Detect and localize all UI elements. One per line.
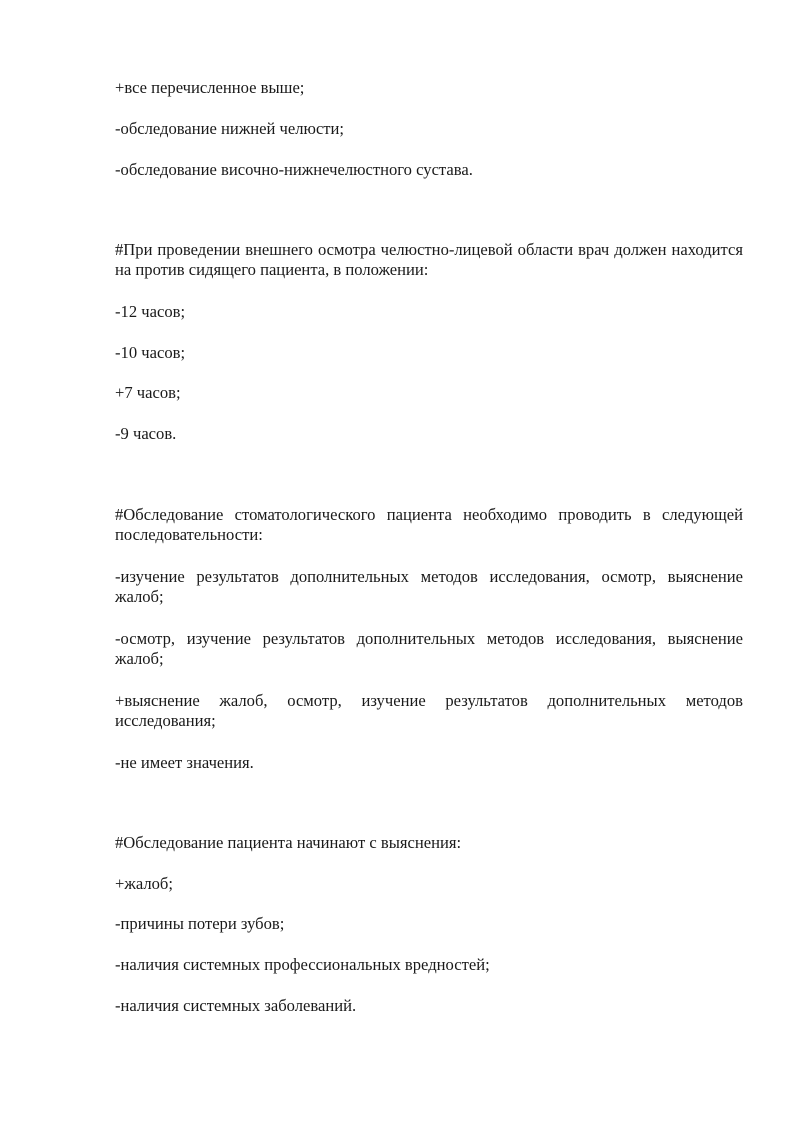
answer-option: -10 часов;	[115, 343, 186, 362]
answer-option: -обследование нижней челюсти;	[115, 119, 345, 138]
question-text: #Обследование стоматологического пациента необходимо проводить в следующей последовательности:	[115, 505, 743, 544]
question-text: #При проведении внешнего осмотра челюстно-лицевой области врач должен находится на против сидящего пациента, в положении:	[115, 240, 743, 279]
answer-option: -наличия системных профессиональных вредностей;	[115, 955, 490, 974]
answer-option: +жалоб;	[115, 874, 173, 893]
answer-option: -обследование височно-нижнечелюстного сустава.	[115, 160, 473, 179]
answer-option: -изучение результатов дополнительных методов исследования, осмотр, выяснение жалоб;	[115, 567, 743, 606]
answer-option: +выяснение жалоб, осмотр, изучение результатов дополнительных методов исследования;	[115, 691, 743, 730]
answer-option: -причины потери зубов;	[115, 914, 285, 933]
answer-option: -осмотр, изучение результатов дополнительных методов исследования, выяснение жалоб;	[115, 629, 743, 668]
answer-option: +7 часов;	[115, 383, 181, 402]
answer-option: -не имеет значения.	[115, 753, 254, 772]
answer-option: +все перечисленное выше;	[115, 78, 305, 97]
answer-option: -12 часов;	[115, 302, 186, 321]
answer-option: -наличия системных заболеваний.	[115, 996, 357, 1015]
question-text: #Обследование пациента начинают с выяснения:	[115, 833, 462, 852]
answer-option: -9 часов.	[115, 424, 177, 443]
